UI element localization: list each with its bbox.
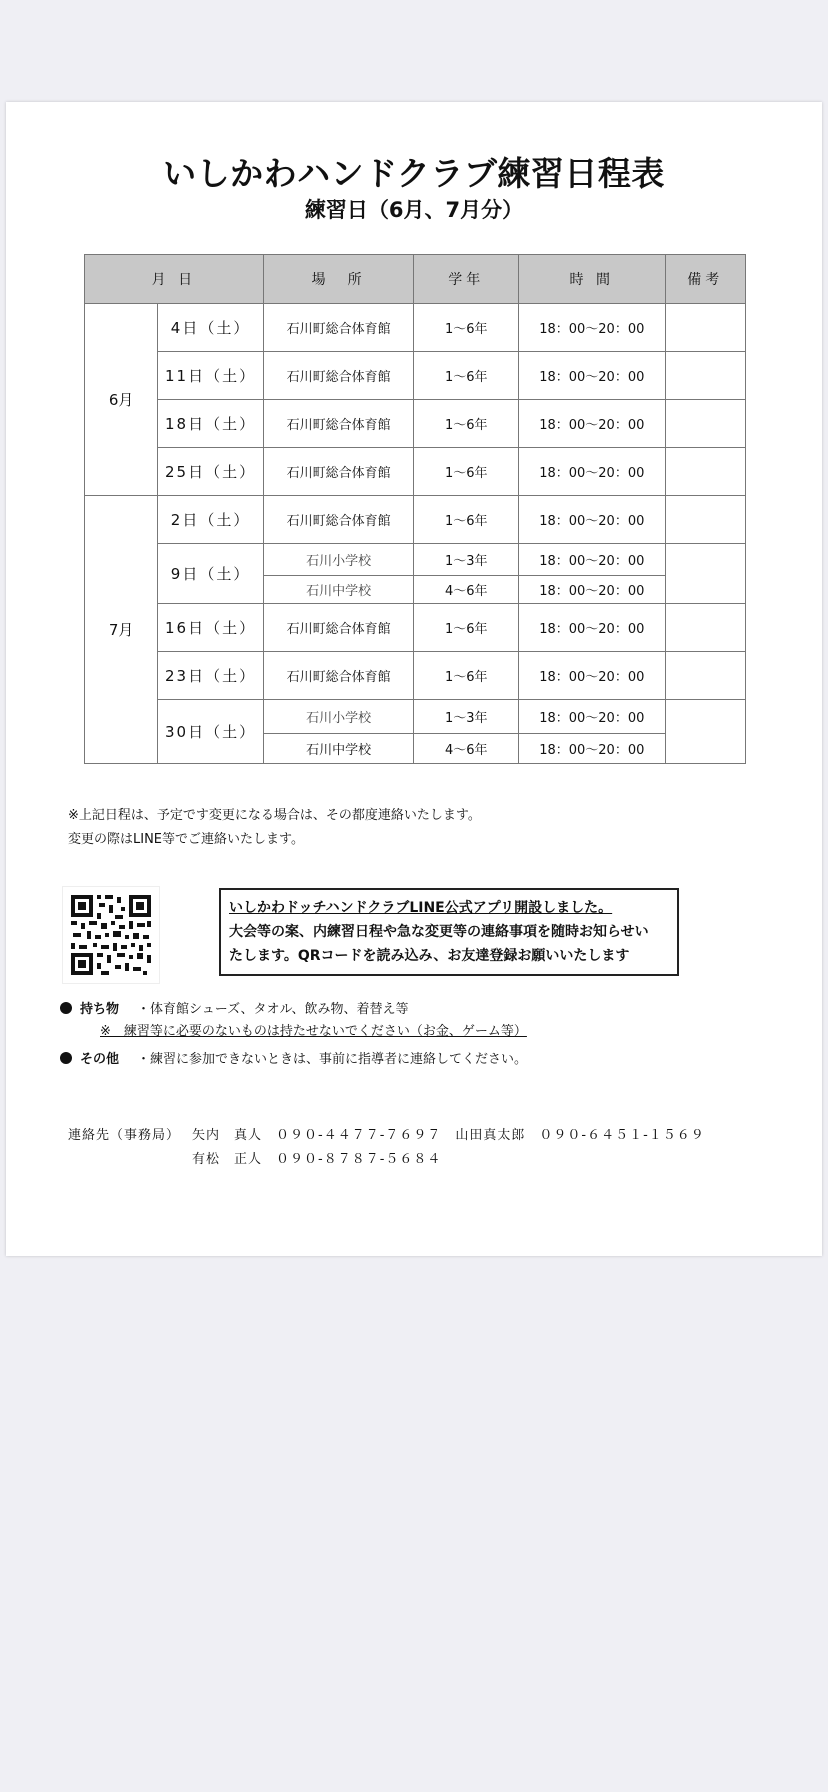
time-cell: 18：00～20：00 — [518, 448, 665, 496]
contact-line-2: 有松 正人 ０９０-８７８７-５６８４ — [192, 1152, 442, 1167]
header-place: 場 所 — [263, 255, 414, 304]
place-cell: 石川町総合体育館 — [263, 496, 414, 544]
place-cell: 石川町総合体育館 — [263, 304, 414, 352]
table-row — [85, 448, 746, 496]
table-row — [85, 604, 746, 652]
grade-cell: 4～6年 — [414, 576, 518, 604]
place-cell: 石川町総合体育館 — [263, 352, 414, 400]
remarks-cell — [665, 544, 745, 604]
grade-cell: 1～6年 — [414, 448, 518, 496]
date-cell: 11日（土） — [158, 352, 263, 400]
remarks-cell — [665, 604, 745, 652]
page-subtitle: 練習日（6月、7月分） — [304, 198, 524, 222]
line-announcement-title: いしかわドッチハンドクラブLINE公式アプリ開設しました。 — [229, 900, 613, 916]
bring-items-label: 持ち物 — [80, 1002, 120, 1017]
time-cell: 18：00～20：00 — [518, 576, 665, 604]
place-cell: 石川町総合体育館 — [263, 652, 414, 700]
bring-items-text: ・体育館シューズ、タオル、飲み物、着替え等 — [137, 1002, 409, 1017]
other-label: その他 — [80, 1052, 120, 1067]
note-line-1: ※上記日程は、予定です変更になる場合は、その都度連絡いたします。 — [68, 808, 481, 823]
time-cell: 18：00～20：00 — [518, 652, 665, 700]
time-cell: 18：00～20：00 — [518, 400, 665, 448]
contact-line-1: 矢内 真人 ０９０-４４７７-７６９７ 山田真太郎 ０９０-６４５１-１５６９ — [192, 1128, 705, 1143]
table-row — [85, 496, 746, 544]
grade-cell: 1～6年 — [414, 652, 518, 700]
contact-label: 連絡先（事務局） — [68, 1128, 181, 1143]
bullet-icon — [60, 1052, 72, 1064]
remarks-cell — [665, 496, 745, 544]
remarks-cell — [665, 400, 745, 448]
date-cell: 18日（土） — [158, 400, 263, 448]
schedule-table — [84, 254, 746, 764]
table-row — [85, 400, 746, 448]
bring-items-row — [60, 998, 408, 1017]
time-cell: 18：00～20：00 — [518, 496, 665, 544]
grade-cell: 1～6年 — [414, 496, 518, 544]
place-cell: 石川小学校 — [263, 544, 414, 576]
table-row — [85, 652, 746, 700]
time-cell: 18：00～20：00 — [518, 700, 665, 734]
grade-cell: 1～6年 — [414, 604, 518, 652]
table-row — [85, 304, 746, 352]
date-cell: 23日（土） — [158, 652, 263, 700]
grade-cell: 4～6年 — [414, 734, 518, 764]
remarks-cell — [665, 700, 745, 764]
time-cell: 18：00～20：00 — [518, 304, 665, 352]
grade-cell: 1～3年 — [414, 544, 518, 576]
table-row — [85, 700, 746, 734]
table-row — [85, 544, 746, 576]
date-cell: 25日（土） — [158, 448, 263, 496]
place-cell: 石川町総合体育館 — [263, 448, 414, 496]
date-cell: 16日（土） — [158, 604, 263, 652]
time-cell: 18：00～20：00 — [518, 604, 665, 652]
date-cell: 9日（土） — [158, 544, 263, 604]
other-text: ・練習に参加できないときは、事前に指導者に連絡してください。 — [137, 1052, 528, 1067]
date-cell: 4日（土） — [158, 304, 263, 352]
header-time: 時 間 — [518, 255, 665, 304]
grade-cell: 1～6年 — [414, 352, 518, 400]
date-cell: 2日（土） — [158, 496, 263, 544]
place-cell: 石川中学校 — [263, 734, 414, 764]
line-announcement-body-2: たします。QRコードを読み込み、お友達登録お願いいたします — [229, 948, 630, 964]
month-cell-july: 7月 — [85, 496, 158, 764]
qr-code-icon — [62, 886, 160, 984]
place-cell: 石川中学校 — [263, 576, 414, 604]
viewer-top-area — [0, 0, 828, 102]
line-announcement-box — [219, 888, 679, 976]
header-date: 月 日 — [85, 255, 264, 304]
bullet-icon — [60, 1002, 72, 1014]
place-cell: 石川小学校 — [263, 700, 414, 734]
remarks-cell — [665, 304, 745, 352]
time-cell: 18：00～20：00 — [518, 734, 665, 764]
page-title: いしかわハンドクラブ練習日程表 — [163, 154, 665, 193]
month-cell-june: 6月 — [85, 304, 158, 496]
place-cell: 石川町総合体育館 — [263, 400, 414, 448]
remarks-cell — [665, 448, 745, 496]
remarks-cell — [665, 352, 745, 400]
time-cell: 18：00～20：00 — [518, 544, 665, 576]
date-cell: 30日（土） — [158, 700, 263, 764]
grade-cell: 1～6年 — [414, 400, 518, 448]
line-announcement-body-1: 大会等の案、内練習日程や急な変更等の連絡事項を随時お知らせい — [229, 924, 649, 940]
qr-code-graphic — [63, 887, 159, 983]
header-grade: 学年 — [414, 255, 518, 304]
grade-cell: 1～3年 — [414, 700, 518, 734]
caution-text: ※ 練習等に必要のないものは持たせないでください（お金、ゲーム等） — [100, 1024, 527, 1039]
document-page — [6, 102, 822, 1256]
table-row — [85, 352, 746, 400]
other-row — [60, 1048, 527, 1067]
time-cell: 18：00～20：00 — [518, 352, 665, 400]
header-remarks: 備考 — [665, 255, 745, 304]
grade-cell: 1～6年 — [414, 304, 518, 352]
remarks-cell — [665, 652, 745, 700]
note-line-2: 変更の際はLINE等でご連絡いたします。 — [68, 832, 304, 847]
place-cell: 石川町総合体育館 — [263, 604, 414, 652]
